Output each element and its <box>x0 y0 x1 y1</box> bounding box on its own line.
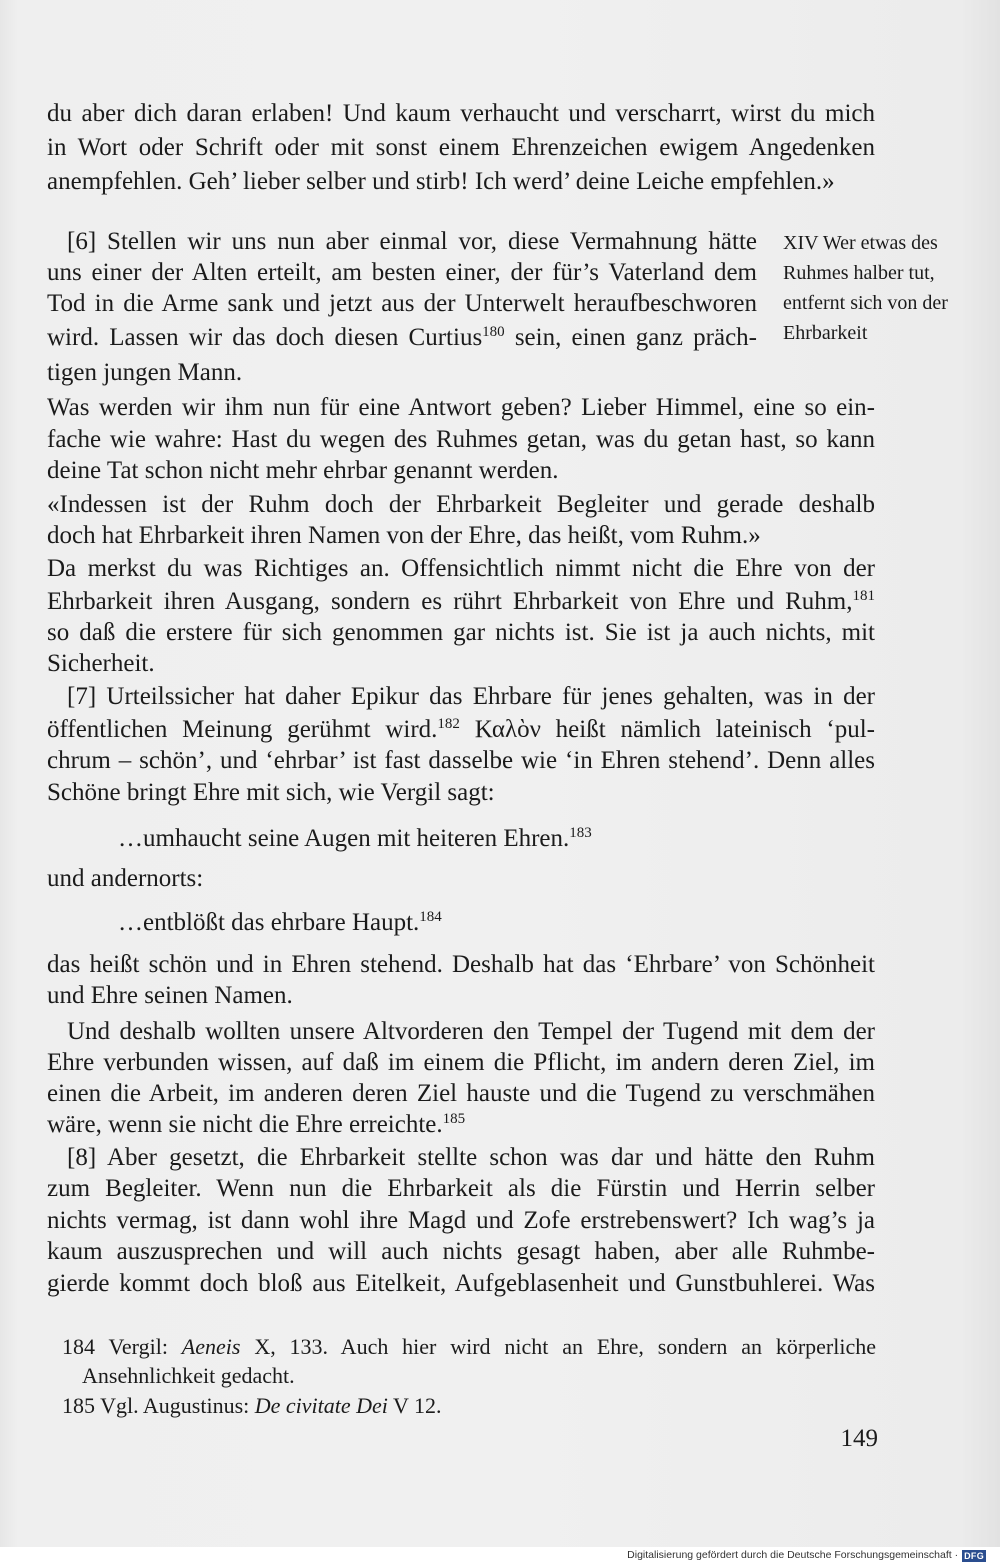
line-text: sein, einen ganz präch- <box>514 324 757 351</box>
line-text: Ehrbarkeit ihren Ausgang, sondern es rührt Ehrbarkeit von Ehre und Ruhm, <box>47 588 853 615</box>
section-7-line <box>47 715 875 745</box>
temple-line: einen die Arbeit, im anderen deren Ziel hauste und die Tugend zu verschmähen <box>47 1080 875 1107</box>
footnote-title: Aeneis <box>181 1334 241 1359</box>
objection-line: «Indessen ist der Ruhm doch der Ehrbarkeit Begleiter und gerade deshalb <box>47 491 875 518</box>
quote-text: …entblößt das ehrbare Haupt. <box>118 909 420 936</box>
section-7-line: [7] Urteilssicher hat daher Epikur das Ehrbare für jenes gehalten, was in der <box>67 683 875 710</box>
footnote-ref: 184 <box>419 909 442 925</box>
quote-text: …umhaucht seine Augen mit heiteren Ehren. <box>118 825 570 852</box>
digitization-footer <box>0 1547 1000 1564</box>
line-text: öffentlichen Meinung gerühmt wird. <box>47 716 438 743</box>
footnote-text: X, 133. Auch hier wird nicht an Ehre, sondern an körperliche <box>254 1334 877 1359</box>
verse-quote <box>118 908 875 938</box>
rebuttal-line: so daß die erstere für sich genommen gar nichts ist. Sie ist ja auch nichts, mit <box>47 619 875 646</box>
footnote-ref: 183 <box>569 825 592 841</box>
objection-line: doch hat Ehrbarkeit ihren Namen von der Ehre, das heißt, vom Ruhm.» <box>47 522 761 549</box>
footnote-ref: 180 <box>482 324 505 340</box>
line-text: Καλὸν heißt nämlich lateinisch ‘pul- <box>474 716 876 743</box>
answer-line: Was werden wir ihm nun für eine Antwort geben? Lieber Himmel, eine so ein- <box>47 394 875 421</box>
footnote-title: De civitate Dei <box>254 1393 388 1418</box>
section-6-line: uns einer der Alten erteilt, am besten einer, der für’s Vaterland dem <box>47 259 757 286</box>
section-7-line: das heißt schön und in Ehren stehend. Deshalb hat das ‘Ehrbare’ von Schönheit <box>47 951 875 978</box>
margin-note-line: Ehrbarkeit <box>783 322 868 344</box>
section-8-line: zum Begleiter. Wenn nun die Ehrbarkeit als die Fürstin und Herrin selber <box>47 1175 875 1202</box>
margin-note-line: entfernt sich von der <box>783 292 948 314</box>
footnote-185 <box>62 1392 876 1420</box>
section-8-line: kaum auszusprechen und will auch nichts gesagt haben, aber alle Ruhmbe- <box>47 1238 875 1265</box>
footnote-ref: 181 <box>852 588 875 604</box>
section-7-line: chrum – schön’, und ‘ehrbar’ ist fast dasselbe wie ‘in Ehren stehend’. Denn alles <box>47 747 875 774</box>
section-7-line: Schöne bringt Ehre mit sich, wie Vergil sagt: <box>47 779 495 806</box>
section-6-line <box>47 323 757 353</box>
section-8-line: nichts vermag, ist dann wohl ihre Magd und Zofe erstrebenswert? Ich wag’s ja <box>47 1207 875 1234</box>
rebuttal-line <box>47 587 875 617</box>
section-7-line: und Ehre seinen Namen. <box>47 982 293 1009</box>
footnote-number: 184 <box>62 1334 95 1359</box>
verse-quote <box>118 824 875 854</box>
transition-line: und andernorts: <box>47 865 204 892</box>
temple-line <box>47 1110 875 1140</box>
continuation-line: in Wort oder Schrift oder mit sonst einem Ehrenzeichen ewigem Angedenken <box>47 134 875 161</box>
footnote-text: Vergil: <box>108 1334 168 1359</box>
digitization-credit: Digitalisierung gefördert durch die Deutsche Forschungsgemeinschaft · <box>627 1549 959 1561</box>
section-8-line: [8] Aber gesetzt, die Ehrbarkeit stellte schon was dar und hätte den Ruhm <box>67 1144 875 1171</box>
section-6-line: Tod in die Arme sank und jetzt aus der Unterwelt heraufbeschworen <box>47 290 757 317</box>
footnote-text: Vgl. Augustinus: <box>100 1393 250 1418</box>
section-6-line: [6] Stellen wir uns nun aber einmal vor, diese Vermahnung hätte <box>67 228 757 255</box>
footnote-184 <box>62 1333 876 1361</box>
rebuttal-line: Sicherheit. <box>47 650 155 677</box>
continuation-line: du aber dich daran erlaben! Und kaum verhaucht und verscharrt, wirst du mich <box>47 100 875 127</box>
footnote-ref: 185 <box>442 1111 466 1127</box>
dfg-logo: DFG <box>964 1550 984 1561</box>
footnote-number: 185 <box>62 1393 95 1418</box>
continuation-line: anempfehlen. Geh’ lieber selber und stirb! Ich werd’ deine Leiche empfehlen.» <box>47 168 835 195</box>
margin-note-line: XIV Wer etwas des <box>783 232 938 254</box>
section-8-line: gierde kommt doch bloß aus Eitelkeit, Aufgeblasenheit und Gunstbuhlerei. Was <box>47 1270 875 1297</box>
answer-line: deine Tat schon nicht mehr ehrbar genannt werden. <box>47 457 559 484</box>
footnote-text: V 12. <box>393 1393 442 1418</box>
footnote-ref: 182 <box>437 716 460 732</box>
line-text: wäre, wenn sie nicht die Ehre erreichte. <box>47 1111 443 1138</box>
line-text: wird. Lassen wir das doch diesen Curtius <box>47 324 483 351</box>
temple-line: Ehre verbunden wissen, auf daß im einem die Pflicht, im andern deren Ziel, im <box>47 1049 875 1076</box>
rebuttal-line: Da merkst du was Richtiges an. Offensichtlich nimmt nicht die Ehre von der <box>47 555 875 582</box>
footnote-184-continuation: Ansehnlichkeit gedacht. <box>82 1363 295 1388</box>
margin-note-line: Ruhmes halber tut, <box>783 262 935 284</box>
answer-line: fache wie wahre: Hast du wegen des Ruhmes getan, was du getan hast, so kann <box>47 426 875 453</box>
temple-line: Und deshalb wollten unsere Altvorderen den Tempel der Tugend mit dem der <box>67 1018 875 1045</box>
page-number: 149 <box>840 1425 878 1452</box>
section-6-line: tigen jungen Mann. <box>47 359 243 386</box>
